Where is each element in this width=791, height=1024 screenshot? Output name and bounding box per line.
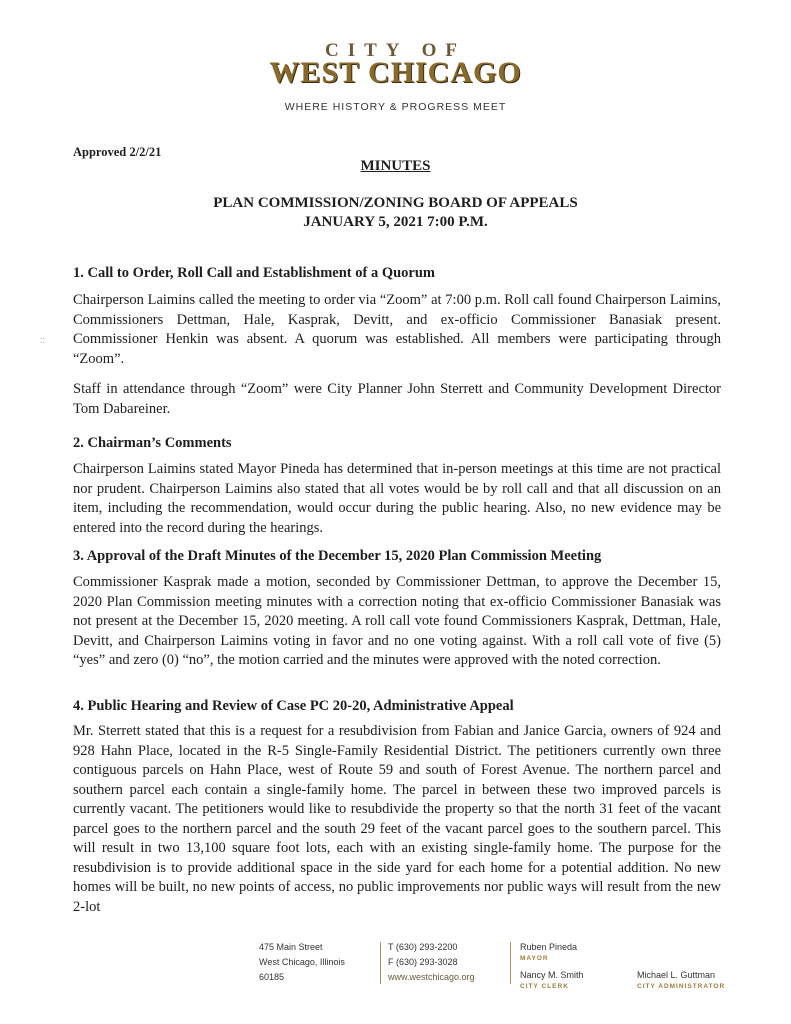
section-1-title: 1. Call to Order, Roll Call and Establishment of a Quorum xyxy=(73,265,435,281)
footer-admin-name: Michael L. Guttman xyxy=(637,970,716,980)
footer-administrator xyxy=(637,968,725,991)
section-4-title: 4. Public Hearing and Review of Case PC 20-20, Administrative Appeal xyxy=(73,698,514,714)
footer-phone: T (630) 293-2200 xyxy=(388,942,458,952)
approved-date: Approved 2/2/21 xyxy=(73,145,162,159)
board-name: PLAN COMMISSION/ZONING BOARD OF APPEALS xyxy=(213,195,578,211)
footer-divider-1 xyxy=(380,942,381,984)
margin-mark: :: xyxy=(40,335,46,345)
section-4-paragraph: Mr. Sterrett stated that this is a request for a resubdivision from Fabian and Janice Garcia, owners of 924 and 928 Hahn Place, located in the R-5 Single-Family Residential District. The petitioners currently own three contiguous parcels on Hahn Place, west of Route 59 and south of Forest Avenue. The northern parcel and southern parcel each contain a single-family home. The parcel in between these two improved parcels is currently vacant. The petitioners would like to resubdivide the property so that the north 31 feet of the vacant parcel goes to the northern parcel and the south 29 feet of the vacant parcel goes to the southern parcel. This will result in two 13,100 square foot lots, each with an existing single-family home. The purpose for the resubdivision is to provide additional space in the side yard for each home for a potential addition. No new homes will be built, no new points of access, no public improvements nor public ways will result from the new 2-lot xyxy=(73,723,721,915)
footer-city-state: West Chicago, Illinois xyxy=(259,957,345,967)
footer-address xyxy=(259,940,345,985)
footer-officials xyxy=(520,940,584,991)
footer-admin-title: CITY ADMINISTRATOR xyxy=(637,983,726,990)
footer-zip: 60185 xyxy=(259,972,285,982)
footer-fax: F (630) 293-3028 xyxy=(388,957,458,967)
footer-website-link[interactable]: www.westchicago.org xyxy=(388,972,475,982)
footer-contact xyxy=(388,940,475,985)
letterhead-tagline: WHERE HISTORY & PROGRESS MEET xyxy=(284,101,507,113)
footer-mayor-name: Ruben Pineda xyxy=(520,942,578,952)
letterhead-city-name: WEST CHICAGO xyxy=(269,56,522,89)
footer-clerk-title: CITY CLERK xyxy=(520,983,569,990)
section-3-title: 3. Approval of the Draft Minutes of the December 15, 2020 Plan Commission Meeting xyxy=(73,548,602,564)
section-2-title: 2. Chairman’s Comments xyxy=(73,435,232,451)
document-title: MINUTES xyxy=(360,158,431,174)
letterhead-city-of: CITY OF xyxy=(325,40,466,61)
section-2-paragraph: Chairperson Laimins stated Mayor Pineda has determined that in-person meetings at this time are not practical nor prudent. Chairperson Laimins also stated that all votes would be by roll call and that all discussion on an item, including the recommendation, would occur during the public hearing. Also, no new evidence may be entered into the record during the hearings. xyxy=(73,461,721,536)
section-1-paragraph-1: Chairperson Laimins called the meeting to order via “Zoom” at 7:00 p.m. Roll call found Chairperson Laimins, Commissioners Dettman, Hale, Kasprak, Devitt, and ex-officio Commissioner Banasiak present. Commissioner Henkin was absent. A quorum was established. All members were participating through “Zoom”. xyxy=(73,292,721,367)
section-3-paragraph: Commissioner Kasprak made a motion, seconded by Commissioner Dettman, to approve the December 15, 2020 Plan Commission meeting minutes with a correction noting that ex-officio Commissioner Banasiak was not present at the December 15, 2020 meeting. A roll call vote found Commissioners Kasprak, Dettman, Hale, Devitt, and Chairperson Laimins voting in favor and no one voting against. With a roll call vote of five (5) “yes” and zero (0) “no”, the motion carried and the minutes were approved with the noted correction. xyxy=(73,574,721,668)
meeting-date: JANUARY 5, 2021 7:00 P.M. xyxy=(303,214,488,230)
section-1-paragraph-2: Staff in attendance through “Zoom” were City Planner John Sterrett and Community Development Director Tom Dabareiner. xyxy=(73,381,721,417)
footer-clerk-name: Nancy M. Smith xyxy=(520,970,584,980)
footer-divider-2 xyxy=(510,942,511,984)
footer-mayor-title: MAYOR xyxy=(520,955,549,962)
footer-street: 475 Main Street xyxy=(259,942,323,952)
